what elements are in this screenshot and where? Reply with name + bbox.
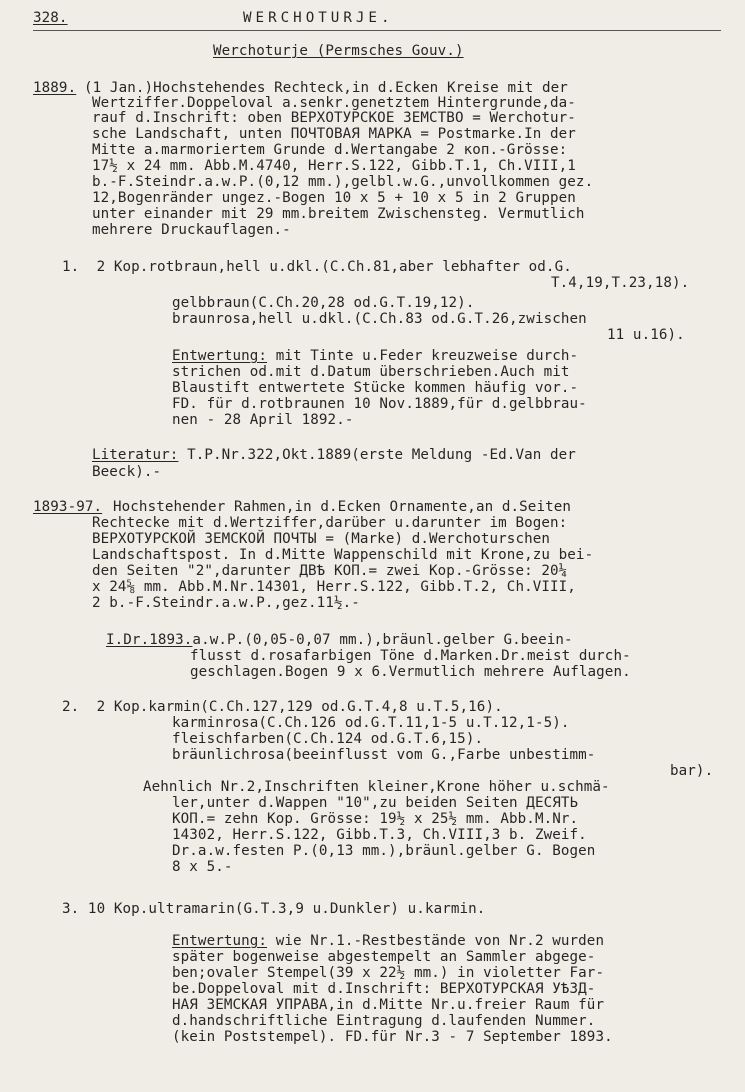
cancellation-text: wie Nr.1.-Restbestände von Nr.2 wurden <box>267 933 605 949</box>
literature <box>92 448 576 463</box>
entry-2-shade: fleischfarben(C.Ch.124 od.G.T.6,15). <box>172 731 484 747</box>
printing-text: a.w.P.(0,05-0,07 mm.),bräunl.gelber G.beein- <box>192 632 573 648</box>
entry-2-line: 2. 2 Kop.karmin(C.Ch.127,129 od.G.T.4,8 u.T.5,16). <box>62 699 503 715</box>
issue-1893-line: ВЕРХОТУРСКОЙ ЗЕМСКОЙ ПОЧТЫ = (Marke) d.Werchoturschen <box>92 531 551 547</box>
cancellation-text: mit Tinte u.Feder kreuzweise durch- <box>267 348 579 364</box>
entry-2-shade: bräunlichrosa(beeinflusst vom G.,Farbe unbestimm- <box>172 747 596 763</box>
entry-1-cancellation-line: nen - 28 April 1892.- <box>172 412 354 428</box>
entry-2-shade: bar). <box>670 763 714 779</box>
issue-1889-line: Wertziffer.Doppeloval a.senkr.genetztem Hintergrunde,da- <box>92 95 576 111</box>
issue-1889-line: b.-F.Steindr.a.w.P.(0,12 mm.),gelbl.w.G.,unvollkommen gez. <box>92 174 594 190</box>
entry-1-line: T.4,19,T.23,18). <box>551 275 690 291</box>
header-rule <box>33 30 721 31</box>
similar-issue-line: КОП.= zehn Kop. Grösse: 19½ x 25½ mm. Abb.M.Nr. <box>172 811 579 827</box>
entry-3-cancellation <box>172 934 604 949</box>
entry-3-cancellation-line: be.Doppeloval mit d.Inschrift: ВЕРХОТУРСКАЯ УѢЗД- <box>172 981 596 997</box>
similar-issue-line: ler,unter d.Wappen "10",zu beiden Seiten ДЕСЯТЬ <box>172 795 579 811</box>
page-number: 328. <box>33 10 68 26</box>
issue-1889-line: (1 Jan.)Hochstehendes Rechteck,in d.Ecken Kreise mit der <box>84 80 568 96</box>
entry-3-cancellation-line: (kein Poststempel). FD.für Nr.3 - 7 September 1893. <box>172 1029 613 1045</box>
entry-1-line: 1. 2 Kop.rotbraun,hell u.dkl.(C.Ch.81,aber lebhafter od.G. <box>62 259 572 275</box>
entry-2-shade: karminrosa(C.Ch.126 od.G.T.11,1-5 u.T.12,1-5). <box>172 715 570 731</box>
running-title: WERCHOTURJE. <box>243 10 394 26</box>
issue-1889-line: Mitte a.marmoriertem Grunde d.Wertangabe 2 коп.-Grösse: <box>92 142 568 158</box>
issue-1893-line: Rechtecke mit d.Wertziffer,darüber u.darunter im Bogen: <box>92 515 568 531</box>
issue-1893-line: x 24⅝ mm. Abb.M.Nr.14301, Herr.S.122, Gibb.T.2, Ch.VIII, <box>92 579 576 595</box>
similar-issue-line: Aehnlich Nr.2,Inschriften kleiner,Krone höher u.schmä- <box>143 779 610 795</box>
issue-1893-date: 1893-97. <box>33 499 103 515</box>
entry-3-cancellation-line: später bogenweise abgestempelt an Sammler abgege- <box>172 949 596 965</box>
issue-1889-line: mehrere Druckauflagen.- <box>92 222 291 238</box>
issue-1889-line: 12,Bogenränder ungez.-Bogen 10 x 5 + 10 x 5 in 2 Gruppen <box>92 190 576 206</box>
issue-1889-line: unter einander mit 29 mm.breitem Zwischensteg. Vermutlich <box>92 206 585 222</box>
issue-1889-line: 17½ x 24 mm. Abb.M.4740, Herr.S.122, Gibb.T.1, Ch.VIII,1 <box>92 158 576 174</box>
issue-1889-line: sche Landschaft, unten ПОЧТОВАЯ МАРКА = Postmarke.In der <box>92 126 576 142</box>
issue-1889-line: rauf d.Inschrift: oben ВЕРХОТУРСКОЕ ЗЕМСТВО = Werchotur- <box>92 110 576 126</box>
printing-label: I.Dr.1893. <box>106 632 193 648</box>
entry-1-shade: 11 u.16). <box>607 327 685 343</box>
issue-1893-line: Landschaftspost. In d.Mitte Wappenschild mit Krone,zu bei- <box>92 547 594 563</box>
similar-issue-line: 8 x 5.- <box>172 859 233 875</box>
cancellation-label: Entwertung: <box>172 933 268 949</box>
printing-line: geschlagen.Bogen 9 x 6.Vermutlich mehrere Auflagen. <box>190 664 631 680</box>
entry-1-shade: braunrosa,hell u.dkl.(C.Ch.83 od.G.T.26,zwischen <box>172 311 587 327</box>
similar-issue-line: 14302, Herr.S.122, Gibb.T.3, Ch.VIII,3 b. Zweif. <box>172 827 587 843</box>
printing-1893 <box>106 633 573 648</box>
printing-line: flusst d.rosafarbigen Töne d.Marken.Dr.meist durch- <box>190 648 631 664</box>
issue-1893-line: Hochstehender Rahmen,in d.Ecken Ornamente,an d.Seiten <box>113 499 572 515</box>
entry-1-shade: gelbbraun(C.Ch.20,28 od.G.T.19,12). <box>172 295 475 311</box>
issue-1893-line: 2 b.-F.Steindr.a.w.P.,gez.11½.- <box>92 595 360 611</box>
literature-text: T.P.Nr.322,Okt.1889(erste Meldung -Ed.Van der <box>178 447 576 463</box>
similar-issue-line: Dr.a.w.festen P.(0,13 mm.),bräunl.gelber G. Bogen <box>172 843 596 859</box>
entry-3-cancellation-line: НАЯ ЗЕМСКАЯ УПРАВА,in d.Mitte Nr.u.freier Raum für <box>172 997 605 1013</box>
literature-label: Literatur: <box>92 447 179 463</box>
section-title: Werchoturje (Permsches Gouv.) <box>213 43 464 59</box>
cancellation-label: Entwertung: <box>172 348 268 364</box>
entry-3-cancellation-line: ben;ovaler Stempel(39 x 22½ mm.) in violetter Far- <box>172 965 605 981</box>
entry-1-cancellation-line: Blaustift entwertete Stücke kommen häufig vor.- <box>172 380 579 396</box>
entry-1-cancellation-line: FD. für d.rotbraunen 10 Nov.1889,für d.gelbbrau- <box>172 396 587 412</box>
entry-3-line: 3. 10 Kop.ultramarin(G.T.3,9 u.Dunkler) u.karmin. <box>62 901 486 917</box>
literature-line: Beeck).- <box>92 464 162 480</box>
issue-1893-line: den Seiten "2",darunter ДВѢ КОП.= zwei Kop.-Grösse: 20¼ <box>92 563 568 579</box>
entry-3-cancellation-line: d.handschriftliche Eintragung d.laufenden Nummer. <box>172 1013 596 1029</box>
entry-1-cancellation-line: strichen od.mit d.Datum überschrieben.Auch mit <box>172 364 570 380</box>
entry-1-cancellation <box>172 349 578 364</box>
issue-1889-date: 1889. <box>33 80 77 96</box>
